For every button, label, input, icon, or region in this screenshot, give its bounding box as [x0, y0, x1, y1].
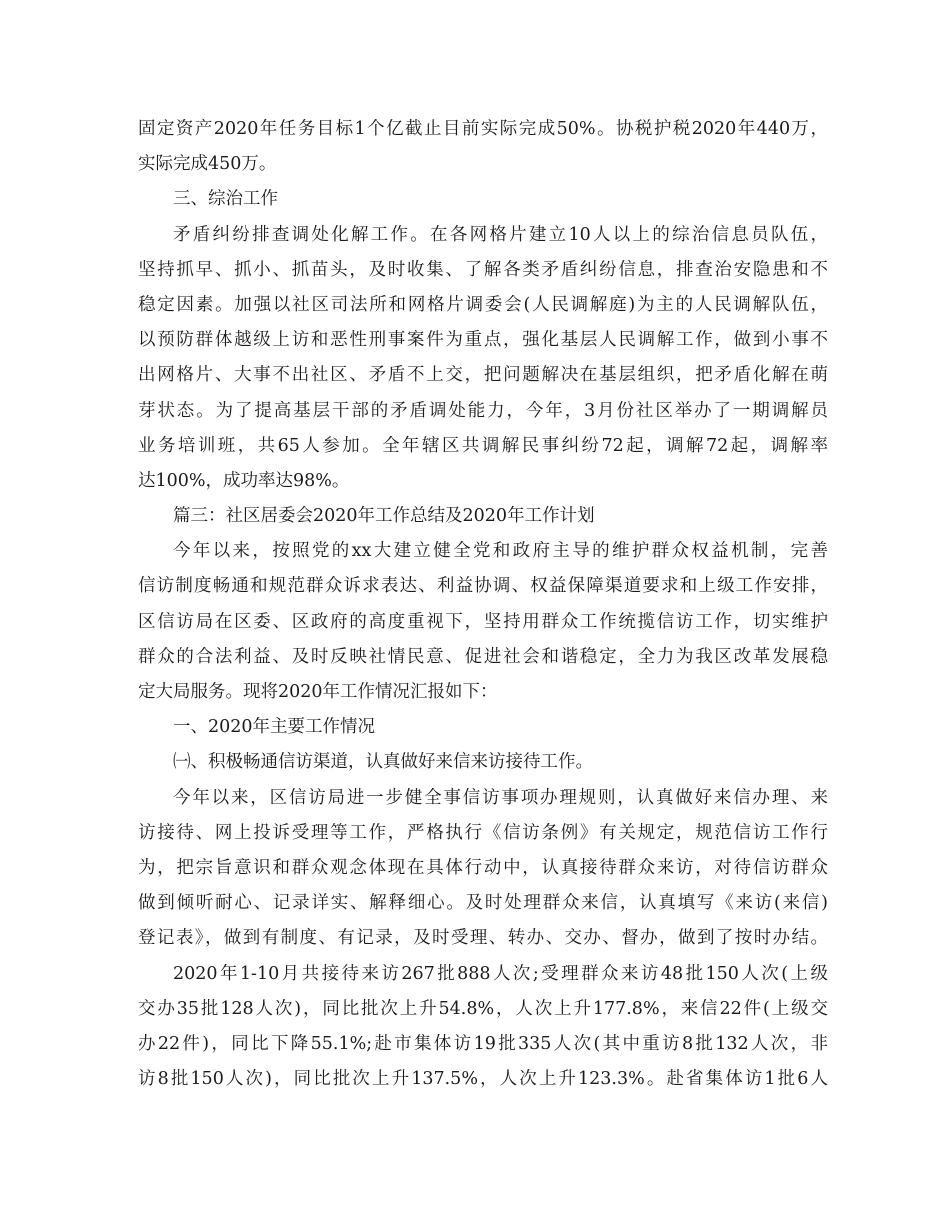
text-line: 达100%，成功率达98%。	[138, 470, 350, 491]
text-line: 访接待、网上投诉受理等工作，严格执行《信访条例》有关规定，规范信访工作行	[138, 822, 828, 843]
text-line: 稳定因素。加强以社区司法所和网格片调委会(人民调解庭)为主的人民调解队伍，	[138, 294, 828, 315]
text-line: 出网格片、大事不出社区、矛盾不上交，把问题解决在基层组织，把矛盾化解在萌	[138, 365, 828, 386]
text-line: 定大局服务。现将2020年工作情况汇报如下：	[138, 682, 498, 702]
text-line: 一、2020年主要工作情况	[173, 717, 376, 738]
text-line: 芽状态。为了提高基层干部的矛盾调处能力，今年，3月份社区举办了一期调解员	[138, 400, 828, 421]
text-line: 矛盾纠纷排查调处化解工作。在各网格片建立10人以上的综治信息员队伍，	[173, 224, 828, 245]
text-line: 实际完成450万。	[138, 154, 277, 175]
text-line: 今年以来，区信访局进一步健全事信访事项办理规则，认真做好来信办理、来	[173, 787, 828, 808]
text-line: 登记表》，做到有制度、有记录，及时受理、转办、交办、督办，做到了按时办结。	[138, 928, 828, 949]
text-line: 办22件)，同比下降55.1%;赴市集体访19批335人次(其中重访8批132人次，非	[138, 1033, 828, 1054]
text-line: 业务培训班，共65人参加。全年辖区共调解民事纠纷72起，调解72起，调解率	[138, 435, 828, 456]
text-line: 2020年1-10月共接待来访267批888人次;受理群众来访48批150人次(上级	[173, 963, 828, 984]
text-line: 今年以来，按照党的xx大建立健全党和政府主导的维护群众权益机制，完善	[173, 541, 828, 562]
text-line: 为，把宗旨意识和群众观念体现在具体行动中，认真接待群众来访，对待信访群众	[138, 857, 828, 878]
text-line: 做到倾听耐心、记录详实、解释细心。及时处理群众来信，认真填写《来访(来信)	[138, 893, 828, 914]
text-line: 访8批150人次)，同比批次上升137.5%，人次上升123.3%。赴省集体访1批6人	[138, 1069, 828, 1090]
text-line: 固定资产2020年任务目标1个亿截止目前实际完成50%。协税护税2020年440万，	[138, 119, 828, 139]
text-line: ㈠、积极畅通信访渠道，认真做好来信来访接待工作。	[173, 752, 593, 773]
text-line: 坚持抓早、抓小、抓苗头，及时收集、了解各类矛盾纠纷信息，排查治安隐患和不	[138, 259, 828, 280]
text-line: 群众的合法利益、及时反映社情民意、促进社会和谐稳定，全力为我区改革发展稳	[138, 646, 828, 667]
text-line: 三、综治工作	[173, 189, 278, 210]
text-line: 交办35批128人次)，同比批次上升54.8%，人次上升177.8%，来信22件(上级交	[138, 998, 828, 1019]
text-line: 信访制度畅通和规范群众诉求表达、利益协调、权益保障渠道要求和上级工作安排，	[138, 576, 828, 597]
text-line: 区信访局在区委、区政府的高度重视下，坚持用群众工作统揽信访工作，切实维护	[138, 611, 828, 632]
document-body	[138, 112, 828, 1097]
text-line: 篇三：社区居委会2020年工作总结及2020年工作计划	[173, 506, 595, 527]
text-line: 以预防群体越级上访和恶性刑事案件为重点，强化基层人民调解工作，做到小事不	[138, 330, 828, 351]
